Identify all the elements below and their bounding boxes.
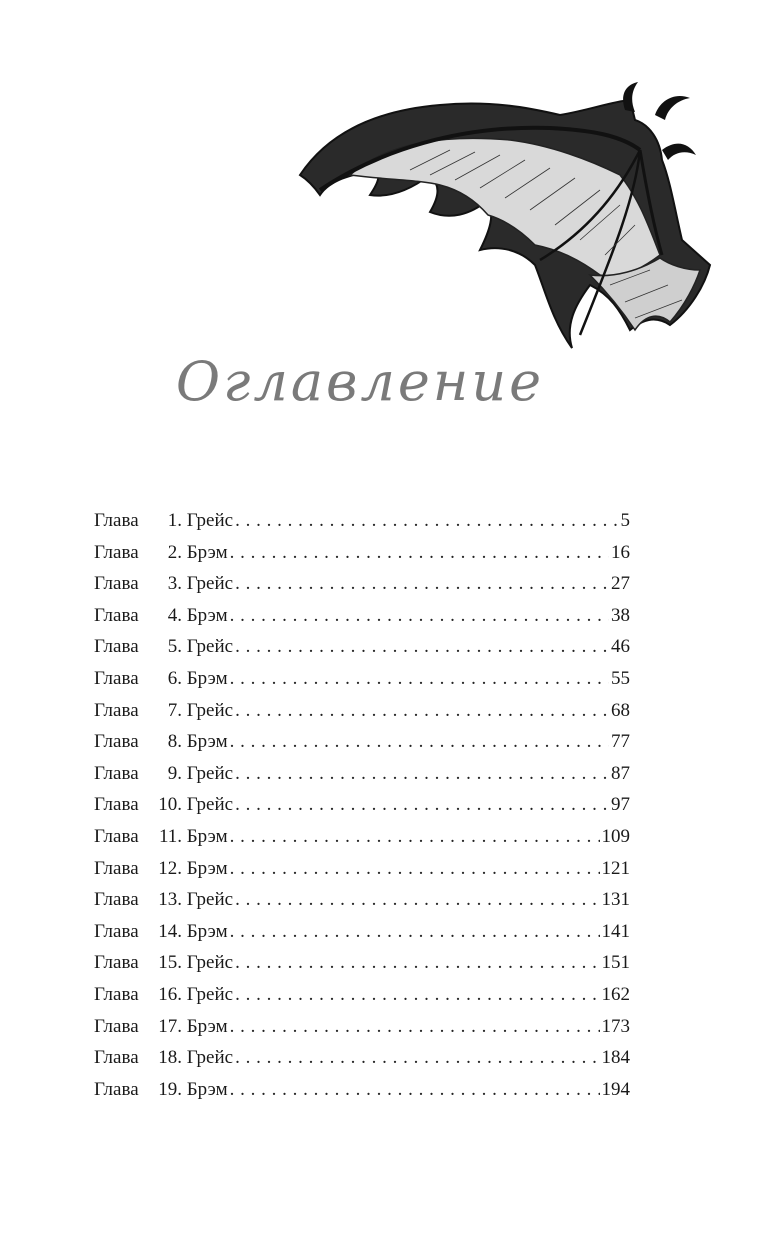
chapter-number: 10. [158,794,182,816]
page-title: Оглавление [175,350,545,413]
chapter-prefix: Глава [94,794,139,816]
chapter-title: Грейс [186,573,234,595]
chapter-number: 15. [158,952,182,974]
chapter-prefix: Глава [94,667,139,689]
chapter-number: 8. [167,731,182,753]
chapter-title: Брэм [186,541,228,563]
chapter-prefix: Глава [94,1047,139,1069]
chapter-prefix: Глава [94,541,139,563]
chapter-page-number: 151 [601,952,630,974]
chapter-prefix: Глава [94,889,139,911]
toc-entry[interactable] [94,1074,630,1106]
toc-entry[interactable] [94,789,630,821]
chapter-number: 11. [158,825,182,847]
toc-entry[interactable] [94,979,630,1011]
chapter-page-number: 38 [611,604,630,626]
chapter-prefix: Глава [94,699,139,721]
chapter-prefix: Глава [94,510,139,531]
toc-entry[interactable] [94,505,630,537]
dot-leader [235,947,599,979]
chapter-title: Брэм [186,731,228,753]
chapter-number: 17. [158,1015,182,1037]
chapter-prefix: Глава [94,1078,139,1100]
dot-leader [235,631,609,663]
toc-entry[interactable] [94,821,630,853]
chapter-number: 13. [158,889,182,911]
dot-leader [230,916,600,948]
chapter-title: Грейс [186,952,234,974]
chapter-number: 18. [158,1047,182,1069]
chapter-page-number: 162 [601,983,630,1005]
dot-leader [235,568,609,600]
chapter-prefix: Глава [94,920,139,942]
chapter-page-number: 55 [611,667,630,689]
dot-leader [235,789,609,821]
toc-entry[interactable] [94,853,630,885]
chapter-prefix: Глава [94,857,139,879]
chapter-prefix: Глава [94,762,139,784]
dot-leader [235,884,599,916]
chapter-title: Грейс [186,636,234,658]
chapter-prefix: Глава [94,731,139,753]
chapter-page-number: 77 [611,731,630,753]
chapter-title: Грейс [186,889,234,911]
chapter-title: Грейс [186,1047,234,1069]
dot-leader [235,505,618,537]
chapter-title: Брэм [186,667,228,689]
chapter-number: 6. [167,667,182,689]
toc-entry[interactable] [94,1042,630,1074]
chapter-number: 1. [167,510,182,531]
toc-entry[interactable] [94,663,630,695]
chapter-number: 19. [158,1078,182,1100]
chapter-page-number: 173 [601,1015,630,1037]
chapter-title: Грейс [186,794,234,816]
dot-leader [230,1011,600,1043]
chapter-page-number: 27 [611,573,630,595]
chapter-page-number: 97 [611,794,630,816]
chapter-prefix: Глава [94,604,139,626]
dot-leader [230,821,600,853]
dot-leader [230,600,609,632]
chapter-page-number: 131 [601,889,630,911]
chapter-page-number: 5 [620,510,630,531]
chapter-page-number: 184 [601,1047,630,1069]
chapter-page-number: 109 [601,825,630,847]
chapter-number: 16. [158,983,182,1005]
chapter-prefix: Глава [94,573,139,595]
chapter-title: Грейс [186,983,234,1005]
toc-entry[interactable] [94,726,630,758]
table-of-contents [94,505,630,1105]
toc-entry[interactable] [94,884,630,916]
toc-entry[interactable] [94,758,630,790]
chapter-title: Грейс [186,762,234,784]
toc-entry[interactable] [94,631,630,663]
chapter-title: Брэм [186,857,228,879]
chapter-title: Грейс [186,699,234,721]
toc-entry[interactable] [94,568,630,600]
chapter-number: 9. [167,762,182,784]
toc-entry[interactable] [94,916,630,948]
dot-leader [235,695,609,727]
chapter-prefix: Глава [94,983,139,1005]
chapter-title: Брэм [186,604,228,626]
chapter-prefix: Глава [94,825,139,847]
chapter-title: Грейс [186,510,234,531]
dot-leader [230,726,609,758]
chapter-number: 14. [158,920,182,942]
dot-leader [230,663,609,695]
toc-entry[interactable] [94,537,630,569]
toc-entry[interactable] [94,695,630,727]
chapter-prefix: Глава [94,952,139,974]
dragon-wing-illustration [290,80,720,360]
chapter-page-number: 16 [611,541,630,563]
chapter-number: 4. [167,604,182,626]
chapter-number: 3. [167,573,182,595]
chapter-number: 12. [158,857,182,879]
chapter-page-number: 68 [611,699,630,721]
dot-leader [230,537,609,569]
chapter-number: 2. [167,541,182,563]
chapter-page-number: 141 [601,920,630,942]
chapter-title: Брэм [186,1078,228,1100]
chapter-title: Брэм [186,825,228,847]
chapter-prefix: Глава [94,1015,139,1037]
toc-entry[interactable] [94,947,630,979]
chapter-page-number: 121 [601,857,630,879]
chapter-title: Брэм [186,920,228,942]
chapter-page-number: 46 [611,636,630,658]
chapter-number: 7. [167,699,182,721]
dot-leader [230,853,600,885]
chapter-title: Брэм [186,1015,228,1037]
dot-leader [235,979,599,1011]
toc-entry[interactable] [94,1011,630,1043]
chapter-prefix: Глава [94,636,139,658]
chapter-page-number: 87 [611,762,630,784]
dot-leader [235,758,609,790]
chapter-page-number: 194 [601,1078,630,1100]
dot-leader [235,1042,599,1074]
toc-entry[interactable] [94,600,630,632]
dot-leader [230,1074,600,1106]
chapter-number: 5. [167,636,182,658]
